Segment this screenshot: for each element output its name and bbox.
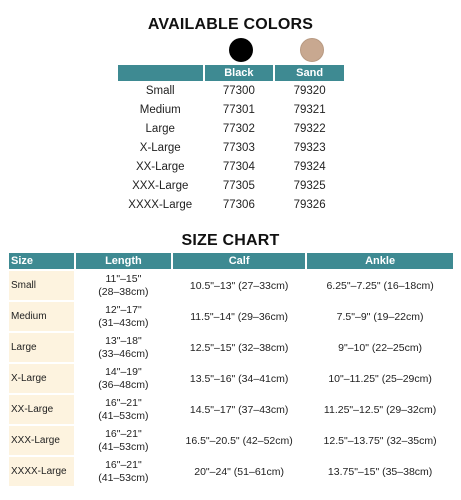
- length-cell: [76, 364, 171, 393]
- sand-code-cell: 79323: [293, 141, 326, 154]
- size-chart-title: SIZE CHART: [181, 232, 280, 249]
- size-cell: Large: [9, 333, 74, 362]
- sand-code-cell: 79324: [293, 160, 326, 173]
- length-inches: 16"–21": [105, 458, 142, 471]
- length-centimeters: (41–53cm): [98, 409, 149, 422]
- colors-header-blank: [118, 65, 203, 81]
- calf-cell: 13.5"–16" (34–41cm): [173, 364, 305, 393]
- ankle-cell: 7.5"–9" (19–22cm): [307, 302, 453, 331]
- length-centimeters: (41–53cm): [98, 471, 149, 484]
- table-row: [9, 302, 453, 331]
- size-cell: XXXX-Large: [9, 457, 74, 486]
- length-centimeters: (41–53cm): [98, 440, 149, 453]
- color-size-cell: XX-Large: [135, 160, 185, 173]
- colors-header-black: Black: [205, 65, 274, 81]
- calf-cell: 16.5"–20.5" (42–52cm): [173, 426, 305, 455]
- table-row: [9, 333, 453, 362]
- table-row: [118, 81, 344, 100]
- table-row: [118, 176, 344, 195]
- table-row: [9, 395, 453, 424]
- colors-table-header: [118, 65, 344, 81]
- black-code-cell: 77301: [222, 103, 255, 116]
- sand-color-swatch: [300, 38, 324, 62]
- size-chart-header: [9, 253, 453, 269]
- ankle-cell: 10"–11.25" (25–29cm): [307, 364, 453, 393]
- sand-code-cell: 79322: [293, 122, 326, 135]
- color-size-cell: Large: [145, 122, 175, 135]
- colors-table: [116, 65, 346, 214]
- table-row: [9, 364, 453, 393]
- size-cell: Medium: [9, 302, 74, 331]
- length-inches: 16"–21": [105, 427, 142, 440]
- size-cell: XX-Large: [9, 395, 74, 424]
- calf-header: Calf: [173, 253, 305, 269]
- length-centimeters: (28–38cm): [98, 285, 149, 298]
- table-row: [118, 119, 344, 138]
- ankle-cell: 9"–10" (22–25cm): [307, 333, 453, 362]
- table-row: [9, 271, 453, 300]
- color-size-cell: Small: [145, 84, 175, 97]
- size-chart-table: [7, 251, 455, 488]
- table-row: [9, 457, 453, 486]
- table-row: [118, 157, 344, 176]
- ankle-cell: 6.25"–7.25" (16–18cm): [307, 271, 453, 300]
- table-row: [118, 138, 344, 157]
- length-cell: [76, 333, 171, 362]
- calf-cell: 11.5"–14" (29–36cm): [173, 302, 305, 331]
- black-code-cell: 77306: [222, 198, 255, 211]
- color-size-cell: Medium: [139, 103, 181, 116]
- length-inches: 16"–21": [105, 396, 142, 409]
- length-centimeters: (31–43cm): [98, 316, 149, 329]
- black-code-cell: 77303: [222, 141, 255, 154]
- black-code-cell: 77302: [222, 122, 255, 135]
- color-size-cell: XXX-Large: [132, 179, 189, 192]
- calf-cell: 10.5"–13" (27–33cm): [173, 271, 305, 300]
- color-size-cell: X-Large: [139, 141, 181, 154]
- calf-cell: 20"–24" (51–61cm): [173, 457, 305, 486]
- length-cell: [76, 395, 171, 424]
- sand-code-cell: 79326: [293, 198, 326, 211]
- black-code-cell: 77304: [222, 160, 255, 173]
- ankle-cell: 12.5"–13.75" (32–35cm): [307, 426, 453, 455]
- ankle-cell: 11.25"–12.5" (29–32cm): [307, 395, 453, 424]
- sand-code-cell: 79321: [293, 103, 326, 116]
- length-header: Length: [76, 253, 171, 269]
- size-cell: XXX-Large: [9, 426, 74, 455]
- length-cell: [76, 426, 171, 455]
- length-centimeters: (33–46cm): [98, 347, 149, 360]
- sand-code-cell: 79320: [293, 84, 326, 97]
- sand-code-cell: 79325: [293, 179, 326, 192]
- color-size-cell: XXXX-Large: [128, 198, 193, 211]
- table-row: [118, 195, 344, 214]
- size-cell: X-Large: [9, 364, 74, 393]
- size-cell: Small: [9, 271, 74, 300]
- available-colors-title: AVAILABLE COLORS: [147, 16, 314, 33]
- table-row: [9, 426, 453, 455]
- length-inches: 14"–19": [105, 365, 142, 378]
- length-inches: 12"–17": [105, 303, 142, 316]
- length-cell: [76, 271, 171, 300]
- black-code-cell: 77300: [222, 84, 255, 97]
- calf-cell: 14.5"–17" (37–43cm): [173, 395, 305, 424]
- black-code-cell: 77305: [222, 179, 255, 192]
- length-inches: 13"–18": [105, 334, 142, 347]
- ankle-cell: 13.75"–15" (35–38cm): [307, 457, 453, 486]
- calf-cell: 12.5"–15" (32–38cm): [173, 333, 305, 362]
- length-inches: 11"–15": [105, 272, 142, 285]
- size-header: Size: [9, 253, 74, 269]
- ankle-header: Ankle: [307, 253, 453, 269]
- table-row: [118, 100, 344, 119]
- colors-header-sand: Sand: [275, 65, 344, 81]
- black-color-swatch: [229, 38, 253, 62]
- length-cell: [76, 302, 171, 331]
- length-cell: [76, 457, 171, 486]
- length-centimeters: (36–48cm): [98, 378, 149, 391]
